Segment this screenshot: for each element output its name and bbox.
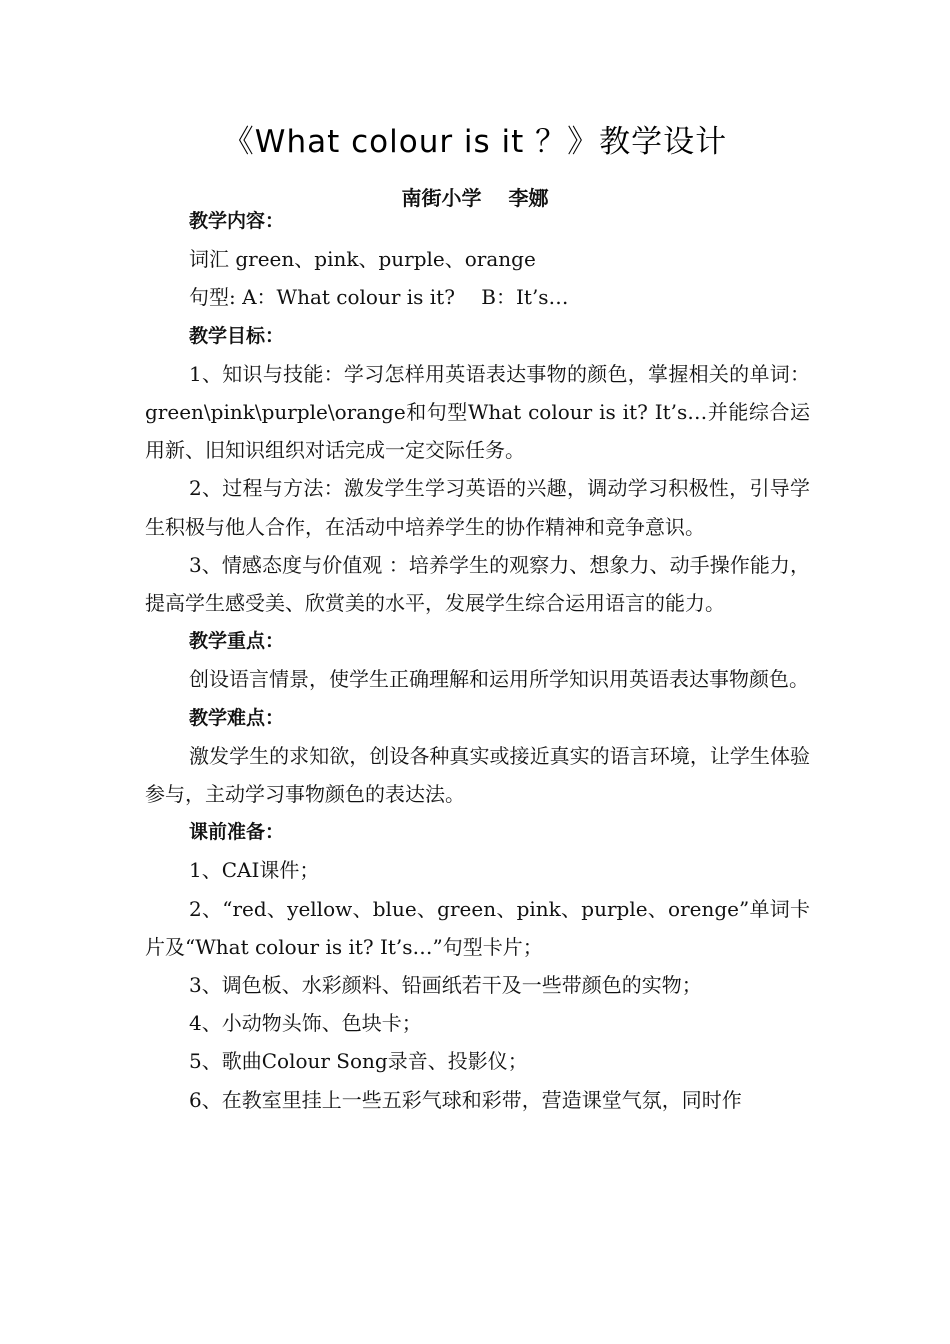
prep-item-6: 6、在教室里挂上一些五彩气球和彩带，营造课堂气氛，同时作: [189, 1087, 742, 1112]
section-heading-content: 教学内容：: [189, 210, 285, 232]
document-body: [145, 202, 810, 1119]
prep-item-3: 3、调色板、水彩颜料、铅画纸若干及一些带颜色的实物；: [189, 973, 702, 998]
difficulties-paragraph: 激发学生的求知欲，创设各种真实或接近真实的语言环境，让学生体验参与，主动学习事物颜色的表达法。: [145, 743, 810, 807]
objective-paragraph-3: 3、情感态度与价值观 ：培养学生的观察力、想象力、动手操作能力，提高学生感受美、欣赏美的水平，发展学生综合运用语言的能力。: [145, 552, 810, 616]
sentence-line: 句型: A：What colour is it? B：It’s…: [189, 285, 569, 310]
document-title: 《What colour is it ？》教学设计: [222, 124, 728, 160]
prep-item-1: 1、CAI课件；: [189, 858, 320, 883]
prep-item-4: 4、小动物头饰、色块卡；: [189, 1011, 422, 1036]
prep-item-2: 2、“red、yellow、blue、green、pink、purple、orenge”单词卡片及“What colour is it? It’s…”句型卡片；: [145, 896, 810, 959]
section-heading-preparation: 课前准备：: [189, 821, 285, 844]
objective-paragraph-1: 1、知识与技能：学习怎样用英语表达事物的颜色，掌握相关的单词： green\pink\purple\orange和句型What colour is it? It’s…并能综合运用新、旧知识组织对话完成一定交际任务。: [145, 361, 810, 463]
vocab-line: 词汇 green、pink、purple、orange: [189, 247, 536, 272]
document-author: 南街小学 李娜: [401, 186, 549, 210]
section-heading-objectives: 教学目标：: [189, 324, 285, 347]
keypoints-paragraph: 创设语言情景，使学生正确理解和运用所学知识用英语表达事物颜色。: [189, 667, 809, 692]
prep-item-5: 5、歌曲Colour Song录音、投影仪；: [189, 1049, 528, 1074]
section-heading-keypoints: 教学重点：: [189, 630, 285, 653]
objective-paragraph-2: 2、过程与方法：激发学生学习英语的兴趣，调动学习积极性，引导学生积极与他人合作，在活动中培养学生的协作精神和竞争意识。: [145, 476, 810, 539]
section-heading-difficulties: 教学难点：: [189, 706, 285, 729]
